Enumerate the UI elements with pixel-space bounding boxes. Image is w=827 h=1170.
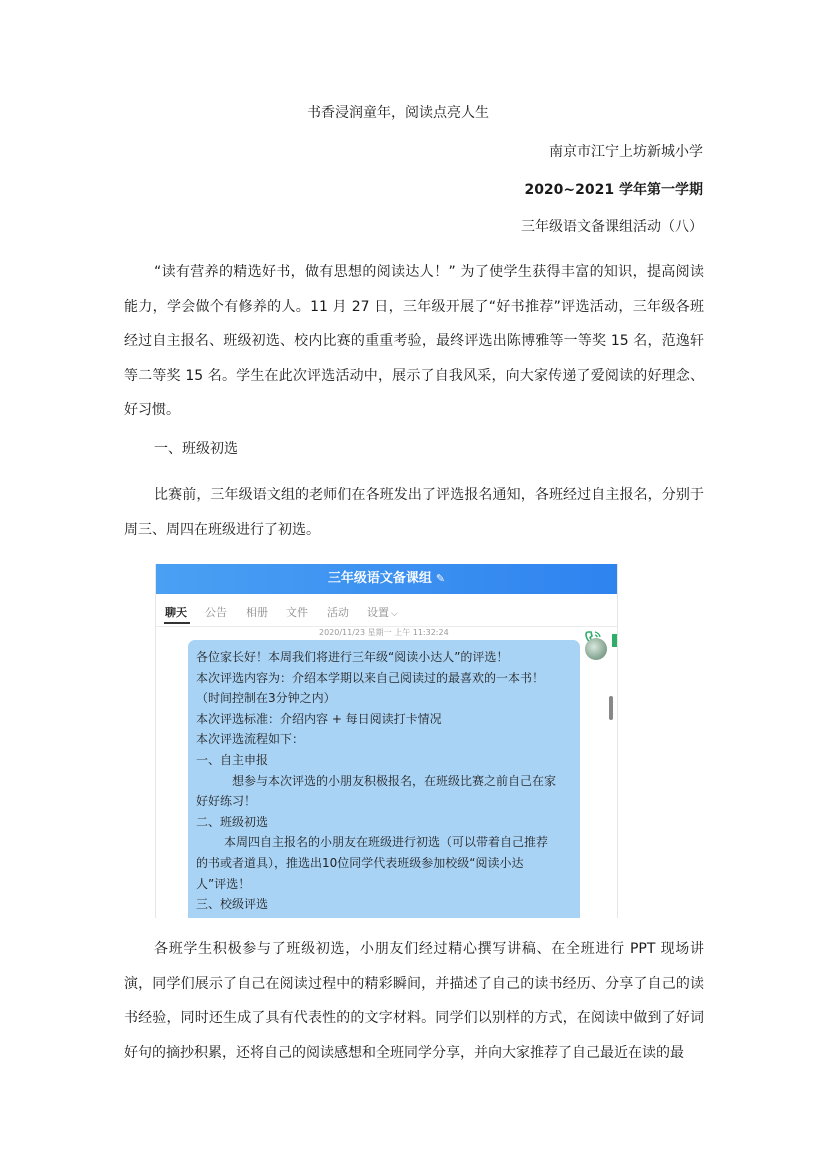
message-line: 本次评选内容为：介绍本学期以来自己阅读过的最喜欢的一本书！ <box>196 670 545 685</box>
message-line: 人”评选！ <box>196 876 251 891</box>
section-heading: 一、班级初选 <box>154 441 238 457</box>
tab-settings[interactable] <box>367 604 398 620</box>
message-line: 一、自主申报 <box>196 752 269 767</box>
tab-chat[interactable]: 聊天 <box>165 606 187 619</box>
activity-name: 三年级语文备课组活动（八） <box>521 219 703 235</box>
chat-tabs <box>156 594 617 627</box>
message-line: 好好练习！ <box>196 794 257 809</box>
tab-activity[interactable]: 活动 <box>327 606 349 619</box>
chat-header <box>156 564 617 594</box>
section-paragraph: 比赛前，三年级语文组的老师们在各班发出了评选报名通知，各班经过自主报名，分别于周三、周四在班级进行了初选。 <box>124 487 704 538</box>
tab-announcement[interactable]: 公告 <box>205 606 227 619</box>
section-paragraph-continued: 各班学生积极参与了班级初选，小朋友们经过精心撰写讲稿、在全班进行 PPT 现场讲演，同学们展示了自己在阅读过程中的精彩瞬间，并描述了自己的读书经历、分享了自己的读书经验，同时还生成了具有代表性的的文字材料。同学们以别样的方式，在阅读中做到了好词好句的摘抄积累，还将自己的阅读感想和全班同学分享，并向大家推荐了自己最近在读的最 <box>124 941 704 1061</box>
message-line: 本次评选流程如下： <box>196 732 305 747</box>
tab-files[interactable]: 文件 <box>286 606 308 619</box>
edit-icon[interactable]: ✎ <box>435 572 446 585</box>
message-line: 想参与本次评选的小朋友积极报名，在班级比赛之前自己在家 <box>232 773 557 788</box>
message-line: 的书或者道具），推选出10位同学代表班级参加校级“阅读小达 <box>196 855 524 870</box>
message-line: （时间控制在3分钟之内） <box>196 691 336 706</box>
message-line: 本次评选标准：介绍内容 + 每日阅读打卡情况 <box>196 711 442 726</box>
tab-album[interactable]: 相册 <box>246 606 268 619</box>
chevron-down-icon: ⌵ <box>391 609 398 619</box>
message-line: 三、校级评选 <box>196 897 269 912</box>
scrollbar[interactable] <box>609 696 613 720</box>
active-tab-indicator <box>164 622 190 624</box>
message-line: 二、班级初选 <box>196 814 269 829</box>
message-timestamp: 2020/11/23 星期一 上午 11:32:24 <box>319 628 449 637</box>
toolbar-edge-icon[interactable] <box>612 634 617 647</box>
message-bubble <box>188 640 580 918</box>
chat-screenshot <box>155 564 618 918</box>
group-name: 三年级语文备课组 <box>327 571 432 586</box>
intro-paragraph: “读有营养的精选好书，做有思想的阅读达人！” 为了使学生获得丰富的知识，提高阅读能力，学会做个有修养的人。11 月 27 日，三年级开展了“好书推荐”评选活动，三年级各班经过自主报名、班级初选、校内比赛的重重考验，最终评选出陈博雅等一等奖 15 名，范逸轩等二等奖 15 名。学生在此次评选活动中，展示了自我风采，向大家传递了爱阅读的好理念、好习惯。 <box>124 264 704 418</box>
tab-settings-label: 设置 <box>367 606 389 619</box>
message-line: 各位家长好！本周我们将进行三年级“阅读小达人”的评选！ <box>196 650 509 664</box>
avatar[interactable] <box>585 638 607 660</box>
school-name: 南京市江宁上坊新城小学 <box>549 144 703 160</box>
page-title: 书香浸润童年，阅读点亮人生 <box>307 105 489 121</box>
message-line: 本周四自主报名的小朋友在班级进行初选（可以带着自己推荐 <box>224 835 549 850</box>
school-term: 2020~2021 学年第一学期 <box>524 182 703 198</box>
